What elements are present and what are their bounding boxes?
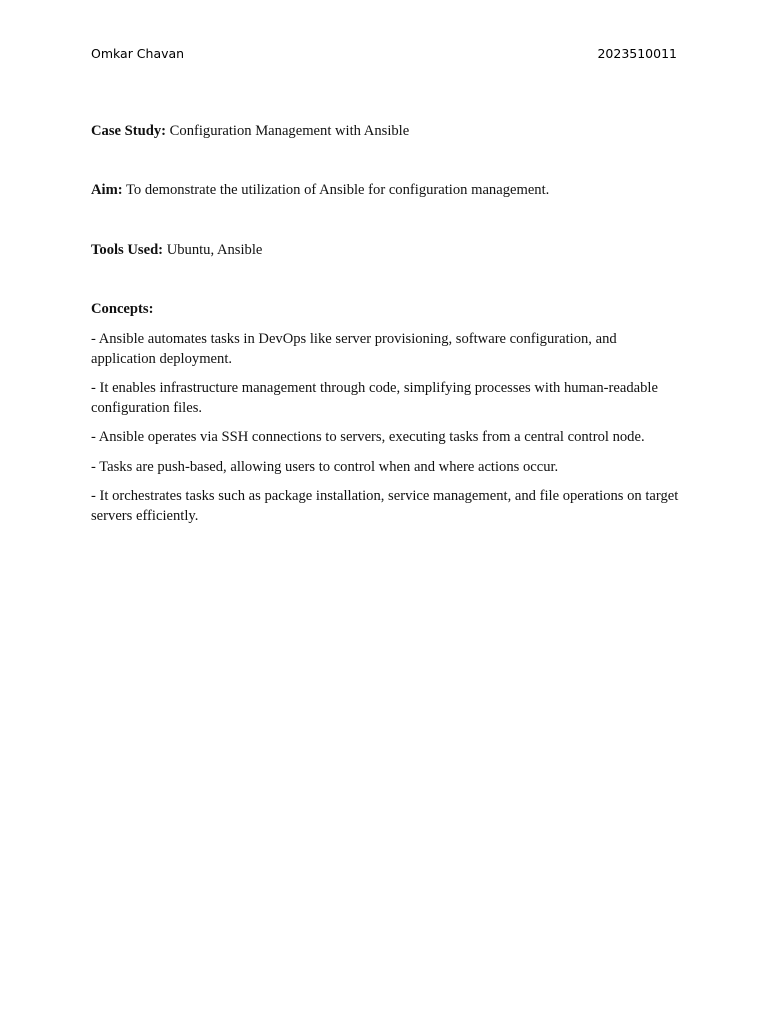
tools-value: Ubuntu, Ansible <box>163 242 263 258</box>
case-study-line <box>91 122 681 141</box>
concepts-heading <box>91 300 681 319</box>
concept-item: - It enables infrastructure management through code, simplifying processes with human-readable configuration files. <box>91 380 658 416</box>
aim-line <box>91 181 681 200</box>
concepts-label: Concepts: <box>91 301 154 317</box>
tools-line <box>91 241 681 260</box>
concept-item: - Ansible operates via SSH connections to servers, executing tasks from a central control node. <box>91 429 645 445</box>
concept-item: - Ansible automates tasks in DevOps like server provisioning, software configuration, and application deployment. <box>91 331 617 367</box>
case-study-value: Configuration Management with Ansible <box>166 123 410 139</box>
header-author: Omkar Chavan <box>91 46 185 61</box>
aim-value: To demonstrate the utilization of Ansible for configuration management. <box>122 182 550 198</box>
tools-label: Tools Used: <box>91 242 164 258</box>
aim-label: Aim: <box>91 182 123 198</box>
header-roll-number: 2023510011 <box>597 46 677 61</box>
case-study-label: Case Study: <box>91 123 167 139</box>
concept-item: - Tasks are push-based, allowing users to control when and where actions occur. <box>91 458 559 475</box>
concept-item: - It orchestrates tasks such as package installation, service management, and file operations on target servers efficiently. <box>91 488 679 524</box>
concepts-list <box>91 330 681 536</box>
